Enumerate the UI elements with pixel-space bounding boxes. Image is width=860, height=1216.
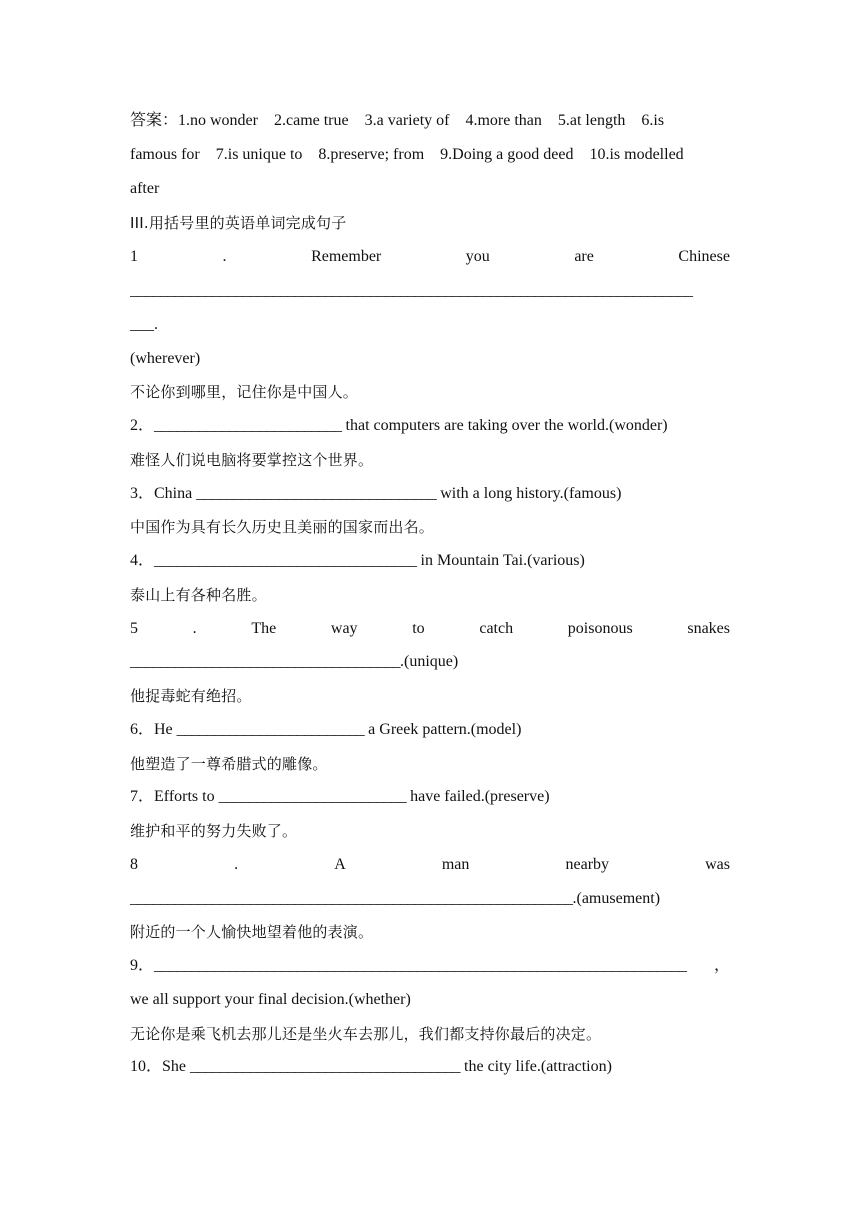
q10-number: 10．She (130, 1058, 191, 1075)
q4-blank: ___________________________________ (154, 552, 417, 569)
q1-word: Chinese (678, 248, 730, 265)
q6-line (130, 719, 730, 741)
q10-blank: ____________________________________ (190, 1058, 461, 1075)
q5-word: . (192, 620, 197, 637)
answer-line-2 (130, 144, 730, 166)
q4-text: in Mountain Tai.(various) (416, 552, 585, 569)
q8-word: . (234, 856, 239, 873)
q3-blank: ________________________________ (196, 485, 437, 502)
q4-chinese: 泰山上有各种名胜。 (130, 586, 267, 604)
answer-line-3 (130, 178, 730, 200)
q5-word: snakes (687, 620, 730, 637)
answer-text-2: famous for 7.is unique to 8.preserve; from 9.Doing a good deed 10.is modelled (130, 146, 684, 163)
q2-chinese: 难怪人们说电脑将要掌控这个世界。 (130, 451, 374, 469)
q3-chinese: 中国作为具有长久历史且美丽的国家而出名。 (130, 518, 435, 536)
q1-word: . (222, 248, 227, 265)
q7-blank: _________________________ (218, 788, 407, 805)
q5-word: to (412, 620, 425, 637)
q1-word: are (574, 248, 594, 265)
q1-blank-tail: ___. (130, 316, 158, 333)
q3-line (130, 483, 730, 505)
q2-line (130, 415, 730, 437)
q3-number: 3．China (130, 485, 197, 502)
answer-line-1 (130, 110, 730, 132)
q4-number: 4． (130, 552, 155, 569)
q1-word: Remember (311, 248, 382, 265)
q6-text: a Greek pattern.(model) (364, 721, 522, 738)
q5-word: poisonous (567, 620, 633, 637)
q1-line (130, 246, 730, 268)
q9-text: we all support your final decision.(whether) (130, 991, 411, 1008)
q7-chinese: 维护和平的努力失败了。 (130, 822, 298, 840)
q1-blank-full: ___________________________________________________________________________ (130, 282, 693, 299)
q1-word: 1 (130, 248, 138, 265)
q5-word: The (251, 620, 277, 637)
q5-word: 5 (130, 620, 138, 637)
q8-blank: ___________________________________________________________ (130, 890, 573, 907)
q8-word: 8 (130, 856, 138, 873)
q5-line (130, 618, 730, 640)
answer-text-1: 答案：1.no wonder 2.came true 3.a variety of 4.more than 5.at length 6.is (130, 112, 665, 129)
q8-word: nearby (565, 856, 610, 873)
q9-number: 9． (130, 957, 155, 974)
q3-text: with a long history.(famous) (436, 485, 622, 502)
q1-chinese: 不论你到哪里，记住你是中国人。 (130, 383, 359, 401)
q9-comma: ， (713, 957, 730, 974)
q5-word: catch (479, 620, 514, 637)
q8-word: was (705, 856, 730, 873)
q7-line (130, 786, 730, 808)
q8-word: A (334, 856, 346, 873)
q9-line-left (130, 955, 687, 977)
q2-blank: _________________________ (154, 417, 342, 434)
q1-word: you (465, 248, 490, 265)
answer-text-3: after (130, 180, 160, 197)
q9-line (130, 955, 730, 977)
q2-number: 2． (130, 417, 155, 434)
q5-line-2 (130, 651, 730, 673)
q9-blank: _______________________________________________________________________ (154, 957, 687, 974)
q7-number: 7．Efforts to (130, 788, 219, 805)
q8-hint: .(amusement) (572, 890, 661, 907)
q10-line (130, 1056, 730, 1078)
q1-hint: (wherever) (130, 350, 201, 367)
q8-line (130, 854, 730, 876)
q6-number: 6．He (130, 721, 177, 738)
q2-text: that computers are taking over the world.(wonder) (341, 417, 668, 434)
q9-chinese: 无论你是乘飞机去那儿还是坐火车去那儿，我们都支持你最后的决定。 (130, 1025, 602, 1043)
q5-word: way (330, 620, 358, 637)
q7-text: have failed.(preserve) (406, 788, 550, 805)
q8-line-2 (130, 888, 750, 910)
q5-blank: ____________________________________ (130, 653, 400, 670)
q4-line (130, 550, 730, 572)
q5-chinese: 他捉毒蛇有绝招。 (130, 687, 252, 705)
q10-text: the city life.(attraction) (460, 1058, 612, 1075)
q5-hint: .(unique) (400, 653, 459, 670)
section-title: III.用括号里的英语单词完成句子 (130, 214, 347, 232)
q6-chinese: 他塑造了一尊希腊式的雕像。 (130, 755, 328, 773)
q6-blank: _________________________ (176, 721, 365, 738)
q8-chinese: 附近的一个人愉快地望着他的表演。 (130, 923, 374, 941)
q8-word: man (441, 856, 470, 873)
